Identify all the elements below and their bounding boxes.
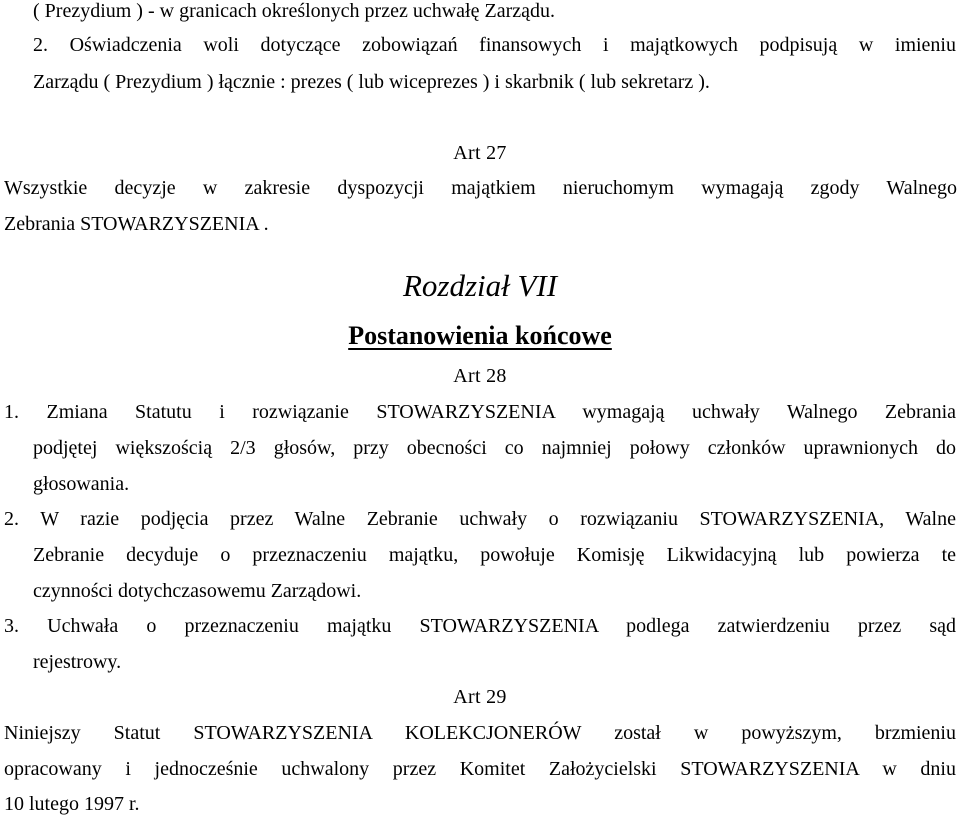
art28-item3-line-1: 3. Uchwała o przeznaczeniu majątku STOWARZYSZENIA podlega zatwierdzeniu przez sąd bbox=[4, 615, 956, 637]
chapter-subtitle: Postanowienia końcowe bbox=[348, 321, 612, 350]
art28-item2-line-3: czynności dotychczasowemu Zarządowi. bbox=[33, 580, 362, 602]
art27-heading: Art 27 bbox=[453, 142, 507, 164]
art29-line-1: Niniejszy Statut STOWARZYSZENIA KOLEKCJONERÓW został w powyższym, brzmieniu bbox=[4, 722, 956, 744]
art29-line-3: 10 lutego 1997 r. bbox=[4, 793, 140, 815]
art28-item1-line-3: głosowania. bbox=[33, 473, 130, 495]
art28-heading: Art 28 bbox=[453, 365, 507, 387]
top-line-1: ( Prezydium ) - w granicach określonych przez uchwałę Zarządu. bbox=[33, 0, 555, 22]
art29-line-2: opracowany i jednocześnie uchwalony przez Komitet Założycielski STOWARZYSZENIA w dniu bbox=[4, 758, 956, 780]
art29-heading: Art 29 bbox=[453, 686, 507, 708]
art27-line-2: Zebrania STOWARZYSZENIA . bbox=[4, 213, 269, 235]
top-line-3: Zarządu ( Prezydium ) łącznie : prezes ( lub wiceprezes ) i skarbnik ( lub sekretarz ). bbox=[33, 71, 710, 93]
art28-item1-line-2: podjętej większością 2/3 głosów, przy obecności co najmniej połowy członków uprawnionych do bbox=[33, 437, 956, 459]
top-line-2: 2. Oświadczenia woli dotyczące zobowiązań finansowych i majątkowych podpisują w imieniu bbox=[33, 34, 956, 56]
art28-item1-line-1: 1. Zmiana Statutu i rozwiązanie STOWARZYSZENIA wymagają uchwały Walnego Zebrania bbox=[4, 401, 956, 423]
art27-line-1: Wszystkie decyzje w zakresie dyspozycji majątkiem nieruchomym wymagają zgody Walnego bbox=[4, 177, 957, 199]
art28-item3-line-2: rejestrowy. bbox=[33, 651, 122, 673]
art28-item2-line-1: 2. W razie podjęcia przez Walne Zebranie uchwały o rozwiązaniu STOWARZYSZENIA, Walne bbox=[4, 508, 956, 530]
art28-item2-line-2: Zebranie decyduje o przeznaczeniu majątku, powołuje Komisję Likwidacyjną lub powierza te bbox=[33, 544, 956, 566]
chapter-title: Rozdział VII bbox=[402, 268, 558, 303]
